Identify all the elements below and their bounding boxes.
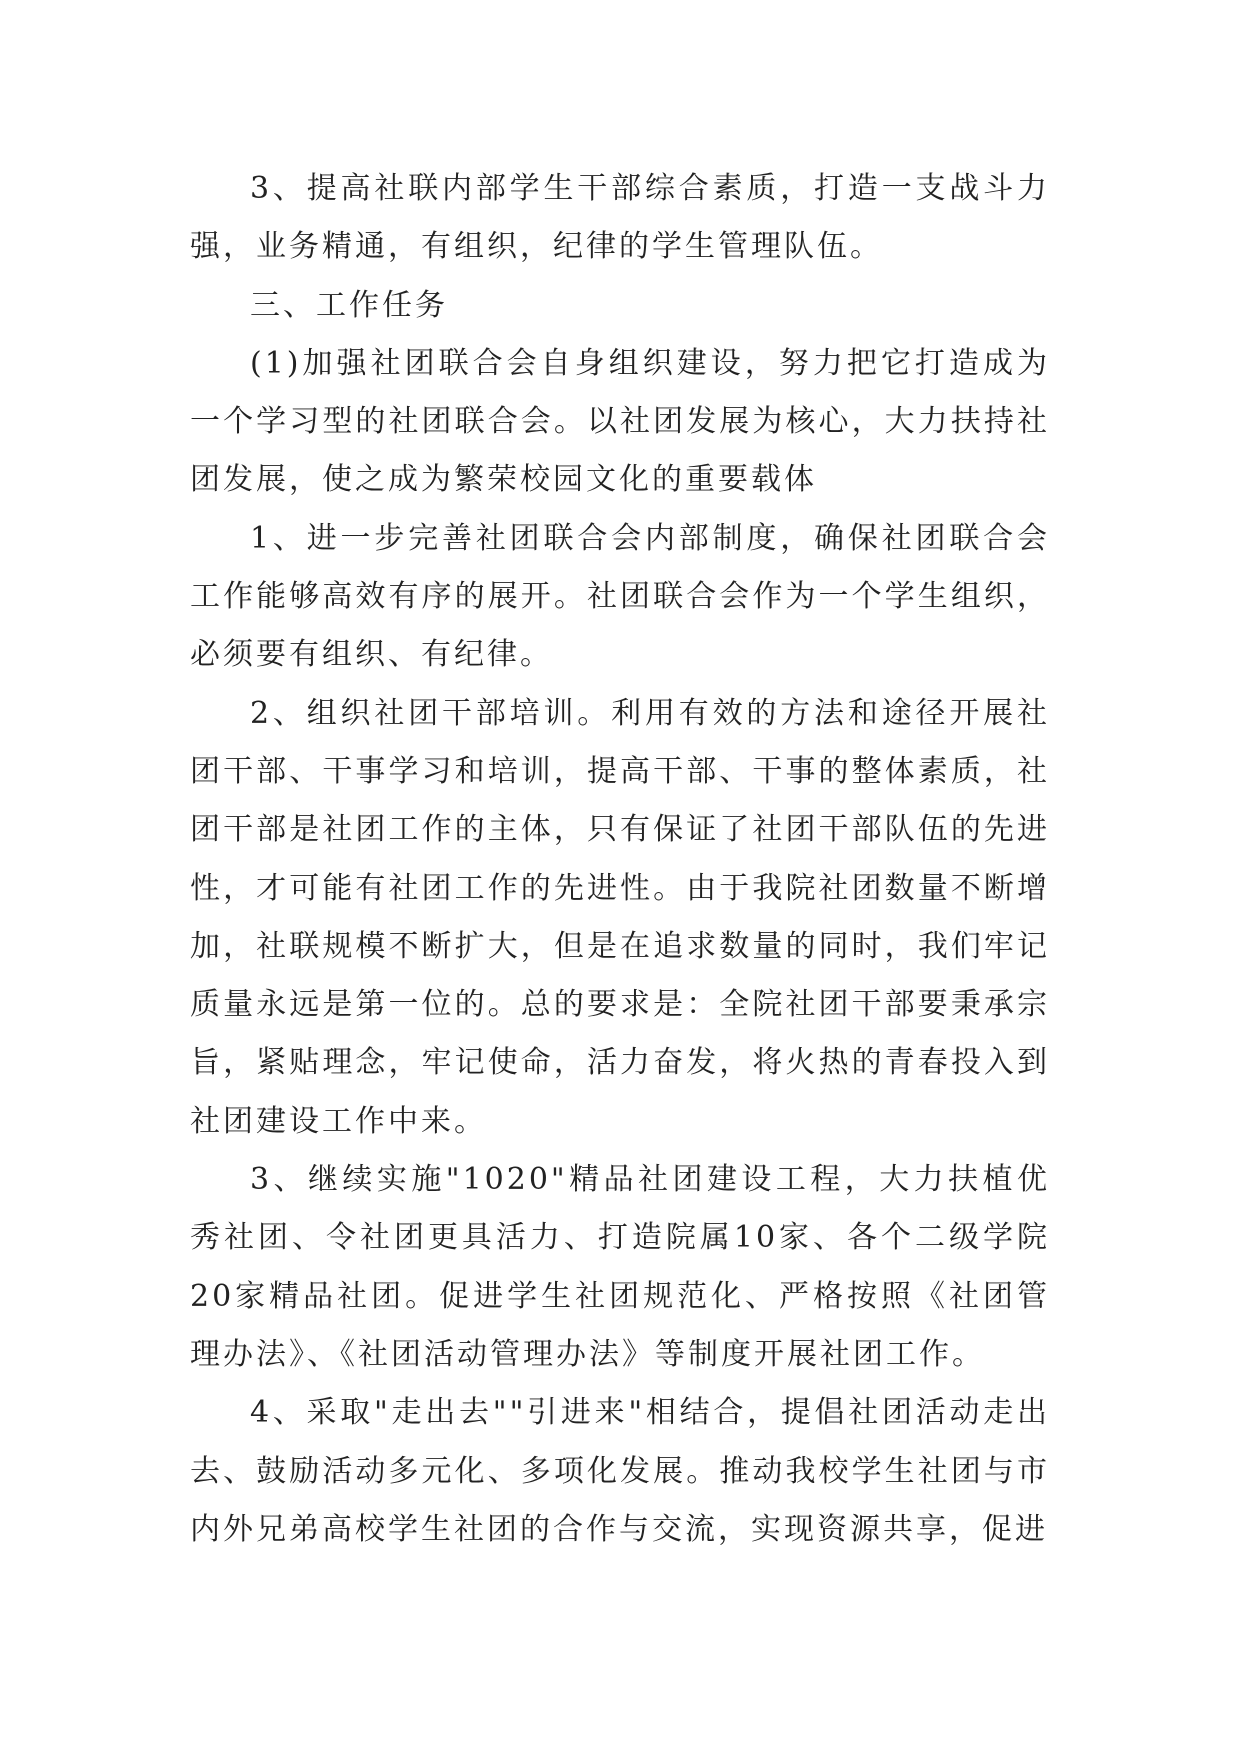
paragraph-go-out-bring-in: 4、采取"走出去""引进来"相结合，提倡社团活动走出去、鼓励活动多元化、多项化发展。推动我校学生社团与市内外兄弟高校学生社团的合作与交流，实现资源共享，促进 [190,1395,1050,1547]
paragraph-cadre-training: 2、组织社团干部培训。利用有效的方法和途径开展社团干部、干事学习和培训，提高干部、干事的整体素质，社团干部是社团工作的主体，只有保证了社团干部队伍的先进性，才可能有社团工作的先进性。由于我院社团数量不断增加，社联规模不断扩大，但是在追求数量的同时，我们牢记质量永远是第一位的。总的要求是：全院社团干部要秉承宗旨，紧贴理念，牢记使命，活力奋发，将火热的青春投入到社团建设工作中来。 [190,695,1050,1139]
paragraph-task-1: (1)加强社团联合会自身组织建设，努力把它打造成为一个学习型的社团联合会。以社团发展为核心，大力扶持社团发展，使之成为繁荣校园文化的重要载体 [190,345,1050,498]
paragraph-cadre-quality: 3、提高社联内部学生干部综合素质，打造一支战斗力强，业务精通，有组织，纪律的学生管理队伍。 [190,171,1050,265]
document-body [190,160,1050,1559]
paragraph-internal-rules: 1、进一步完善社团联合会内部制度，确保社团联合会工作能够高效有序的展开。社团联合会作为一个学生组织，必须要有组织、有纪律。 [190,520,1050,673]
paragraph-1020-project: 3、继续实施"1020"精品社团建设工程，大力扶植优秀社团、令社团更具活力、打造院属10家、各个二级学院20家精品社团。促进学生社团规范化、严格按照《社团管理办法》、《社团活动管理办法》等制度开展社团工作。 [190,1162,1050,1372]
section-heading-work-tasks: 三、工作任务 [250,287,448,323]
